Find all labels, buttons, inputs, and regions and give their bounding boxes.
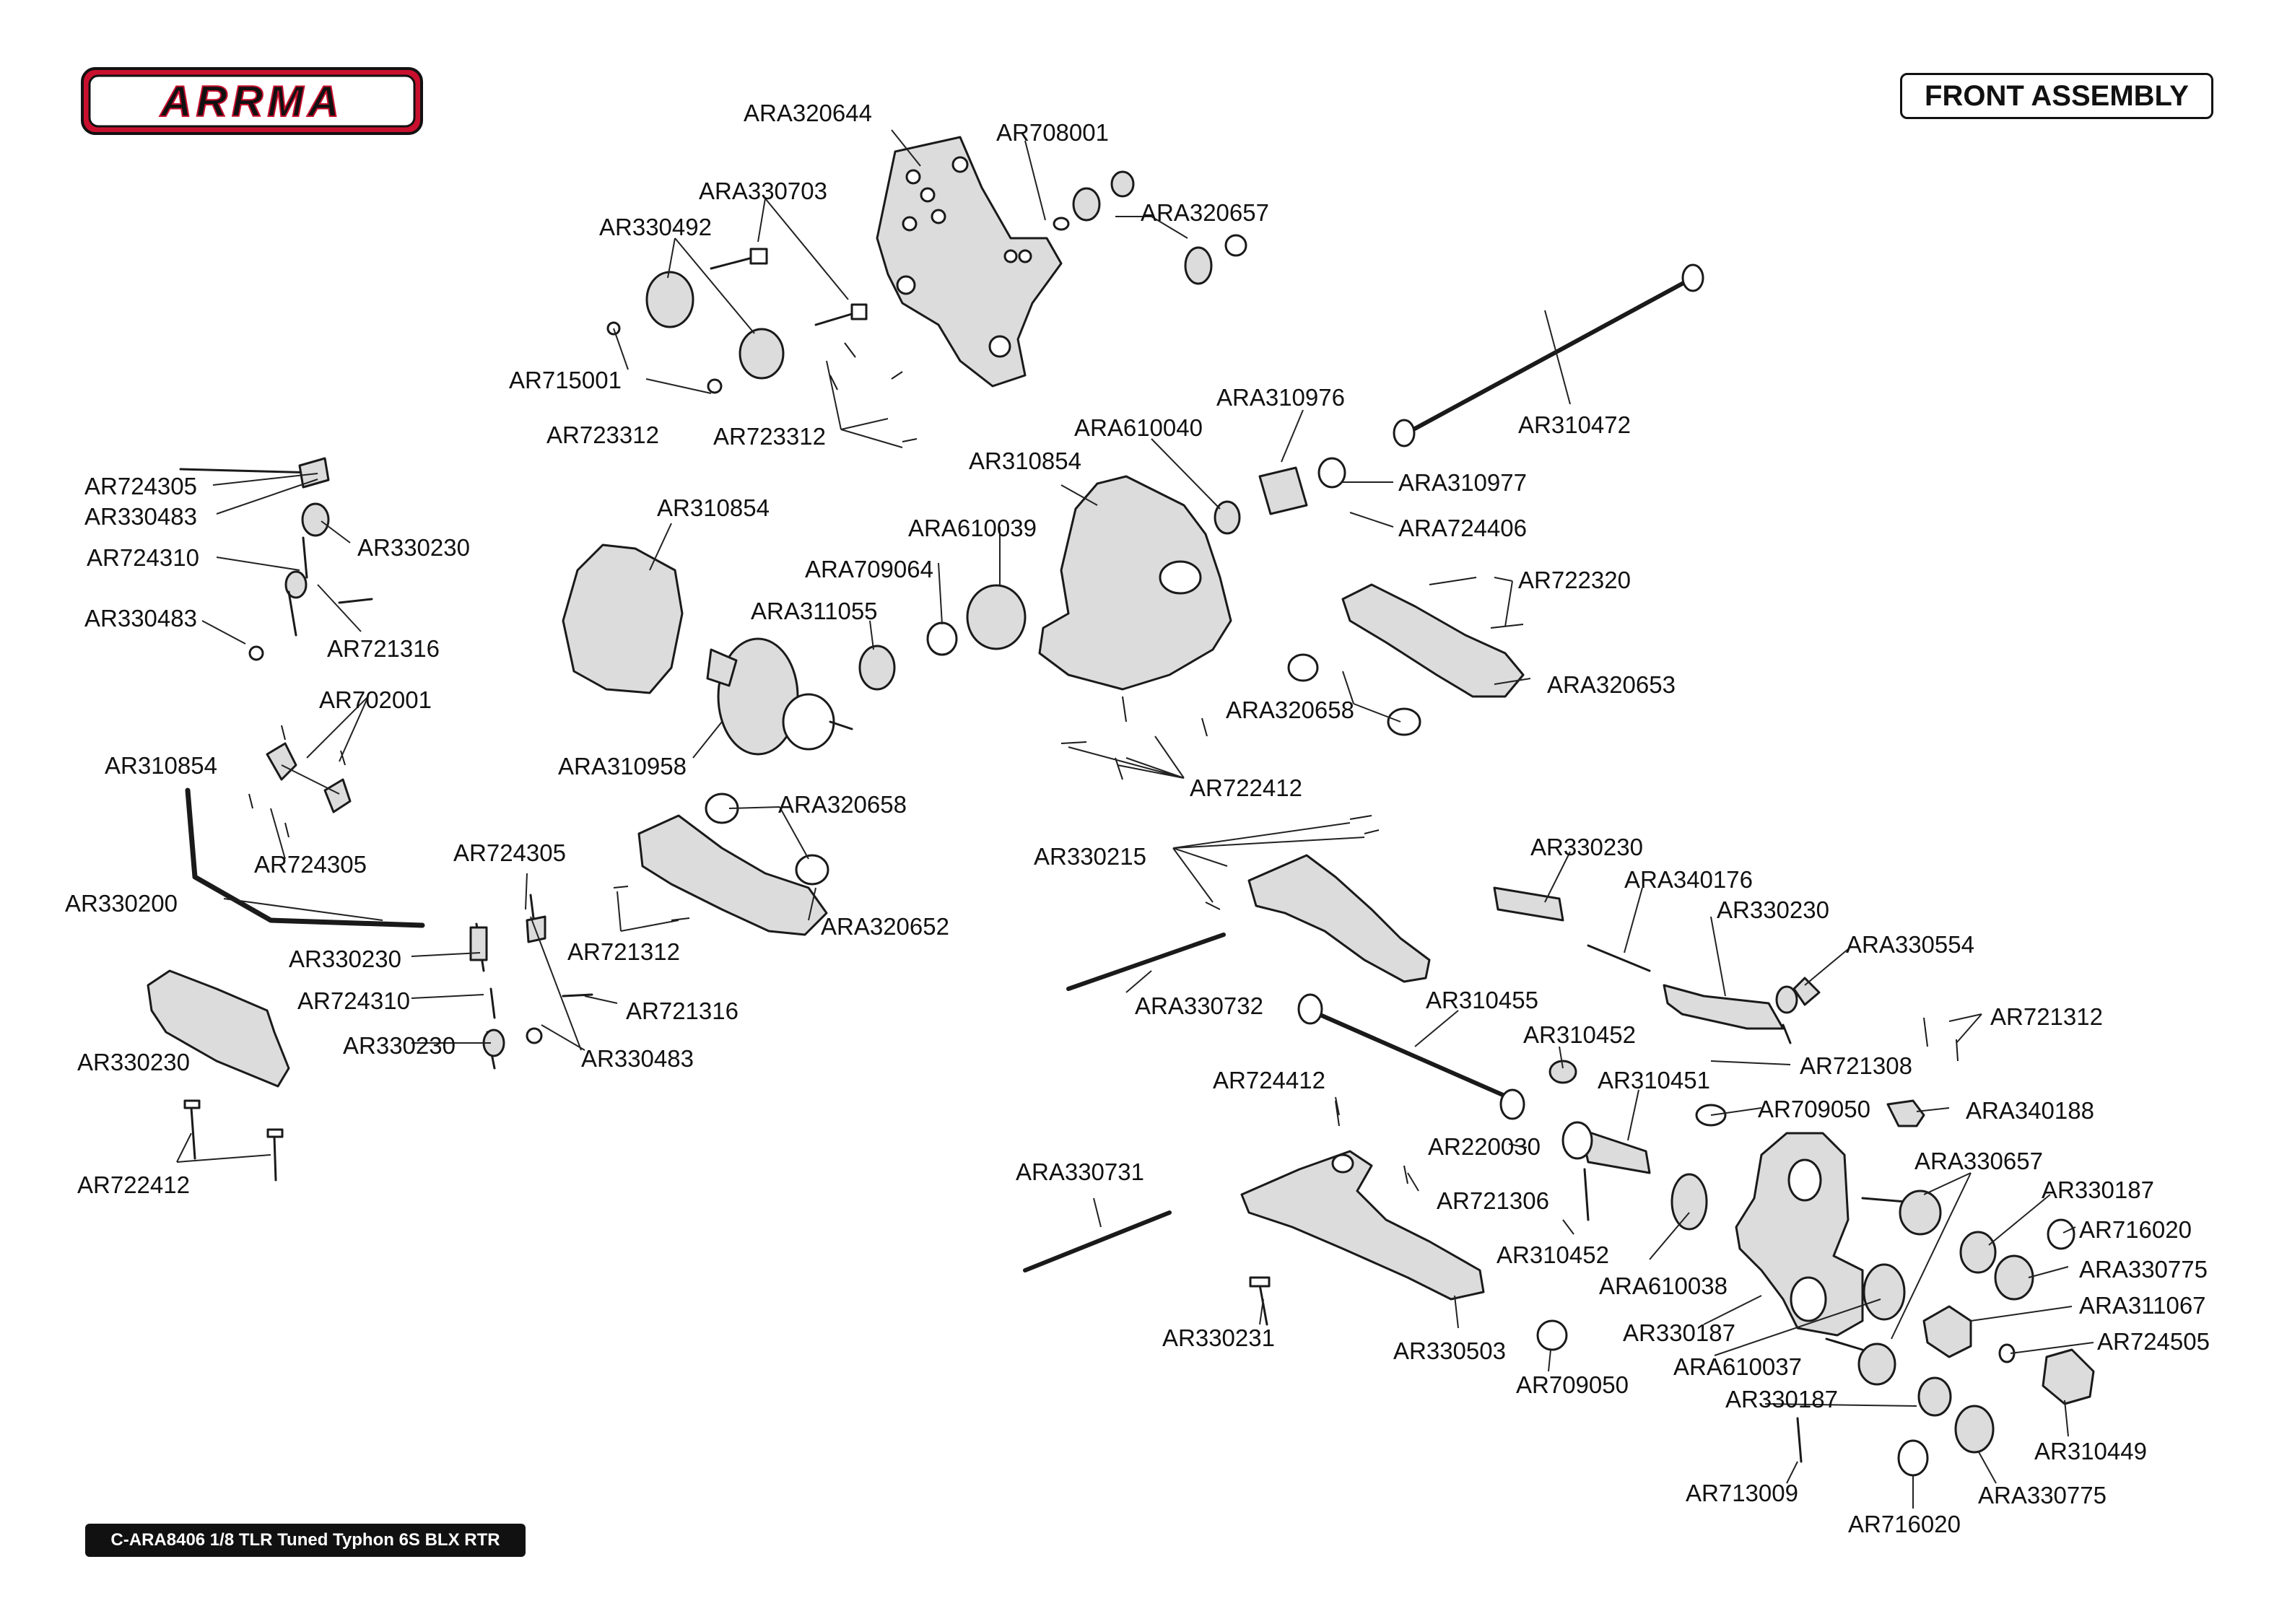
part-label: AR721308	[1800, 1052, 1912, 1079]
part-label: AR330230	[357, 534, 470, 561]
part-label: ARA311067	[2079, 1292, 2206, 1319]
part-label: AR709050	[1758, 1096, 1870, 1122]
part-label: AR722320	[1518, 567, 1631, 593]
part-label: AR330231	[1162, 1324, 1275, 1351]
part-label: AR713009	[1686, 1480, 1798, 1506]
part-label: AR330230	[1717, 896, 1829, 923]
part-label: AR310455	[1426, 987, 1538, 1013]
part-label: ARA320658	[1226, 697, 1354, 723]
part-label: ARA310977	[1398, 469, 1527, 496]
part-label: AR330230	[343, 1032, 456, 1059]
part-label: AR330187	[1623, 1319, 1735, 1346]
part-label: ARA330775	[2079, 1256, 2208, 1283]
gear-box	[1040, 476, 1231, 689]
part-label: AR723312	[546, 422, 659, 448]
part-label: AR330483	[84, 605, 197, 632]
part-label: AR721312	[567, 938, 680, 965]
part-label: AR330503	[1393, 1337, 1506, 1364]
part-label: AR702001	[319, 686, 432, 713]
part-label: AR310451	[1598, 1067, 1710, 1093]
part-label: AR220030	[1428, 1133, 1541, 1160]
part-label: ARA320657	[1141, 199, 1269, 226]
lower-arm	[1242, 1151, 1484, 1299]
part-label: ARA310958	[558, 753, 687, 780]
gear-cover	[563, 545, 682, 693]
part-label: ARA330731	[1016, 1158, 1144, 1185]
part-label: AR724305	[84, 473, 197, 499]
part-label: AR330200	[65, 890, 178, 917]
part-label: AR330230	[289, 946, 401, 972]
part-label: ARA724406	[1398, 515, 1527, 541]
part-label: AR724305	[453, 839, 566, 866]
part-label: AR330230	[1530, 834, 1643, 860]
part-label: AR724310	[297, 987, 410, 1014]
part-label: ARA610037	[1673, 1353, 1802, 1380]
part-label: AR721312	[1990, 1003, 2103, 1030]
upper-arm	[1249, 855, 1429, 982]
part-label: ARA340176	[1624, 866, 1753, 893]
part-label: AR716020	[2079, 1216, 2192, 1243]
steering-rack-right	[1343, 585, 1523, 697]
part-drawings	[148, 137, 2094, 1475]
part-label: AR724505	[2097, 1328, 2210, 1355]
part-label: AR330215	[1034, 843, 1146, 870]
part-label: ARA330554	[1846, 931, 1974, 958]
part-label: AR724305	[254, 851, 367, 878]
section-title: FRONT ASSEMBLY	[1925, 79, 2189, 112]
part-label: AR722412	[77, 1171, 190, 1198]
part-label: ARA320644	[744, 100, 872, 126]
part-label: AR330230	[77, 1049, 190, 1075]
part-label: ARA610038	[1599, 1272, 1728, 1299]
part-label: AR330483	[581, 1045, 694, 1072]
part-label: ARA330775	[1978, 1482, 2107, 1509]
part-label: ARA320653	[1547, 671, 1676, 698]
part-label: AR330187	[1725, 1386, 1838, 1413]
part-label: ARA330657	[1914, 1148, 2043, 1174]
part-label: AR310452	[1523, 1021, 1636, 1048]
part-label: AR330492	[599, 214, 712, 240]
part-labels	[65, 100, 2210, 1537]
part-label: ARA610040	[1074, 414, 1203, 441]
part-label: AR310854	[105, 752, 217, 779]
part-label: AR722412	[1190, 774, 1302, 801]
part-label: AR310452	[1497, 1241, 1609, 1268]
part-label: ARA320658	[778, 791, 907, 818]
part-label: AR708001	[996, 119, 1109, 146]
part-label: AR724310	[87, 544, 199, 571]
part-label: AR715001	[509, 367, 622, 393]
part-label: AR721306	[1437, 1187, 1549, 1214]
part-label: ARA340188	[1966, 1097, 2094, 1124]
part-label: AR723312	[713, 423, 826, 450]
part-label: AR330483	[84, 503, 197, 530]
part-label: ARA709064	[805, 556, 933, 582]
part-label: ARA610039	[908, 515, 1037, 541]
part-label: AR721316	[327, 635, 440, 662]
part-label: ARA330703	[699, 178, 827, 204]
part-label: AR709050	[1516, 1371, 1629, 1398]
part-label: ARA311055	[751, 598, 878, 624]
part-label: AR310854	[657, 494, 770, 521]
part-label: AR724412	[1213, 1067, 1325, 1093]
part-label: AR330187	[2042, 1176, 2154, 1203]
part-label: ARA320652	[821, 913, 949, 940]
part-label: AR310449	[2034, 1438, 2147, 1464]
part-label: AR310472	[1518, 411, 1631, 438]
part-label: ARA330732	[1135, 992, 1263, 1019]
part-label: AR716020	[1848, 1511, 1961, 1537]
part-label: AR721316	[626, 997, 739, 1024]
product-code: C-ARA8406 1/8 TLR Tuned Typhon 6S BLX RTR	[110, 1530, 500, 1550]
part-label: ARA310976	[1216, 384, 1345, 411]
logo-text: ARRMA	[160, 77, 344, 126]
part-label: AR310854	[969, 448, 1081, 474]
